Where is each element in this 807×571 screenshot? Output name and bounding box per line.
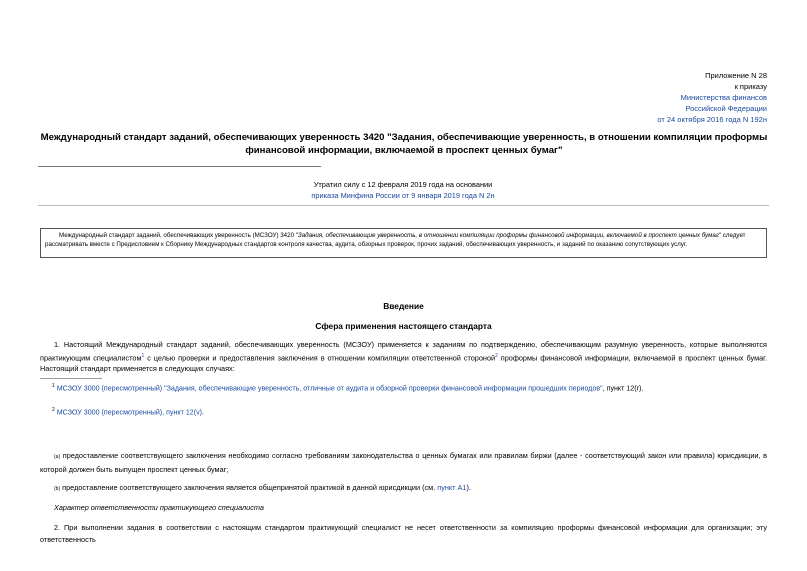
appendix-country-link[interactable]: Российской Федерации: [685, 104, 767, 113]
standard-note-box: [40, 228, 767, 258]
appendix-date-link[interactable]: от 24 октября 2016 года N 192н: [657, 115, 767, 124]
list-item-b: [40, 482, 767, 496]
note-italic: Задания, обеспечивающие уверенность, в отношении компиляции проформы финансовой информации, включаемой в проспект ценных бумаг: [297, 232, 719, 239]
list-item-b-tail: ).: [466, 483, 471, 492]
footnote-ref-2[interactable]: 2: [495, 352, 498, 359]
standard-note: [45, 231, 763, 249]
appendix-to-order: к приказу: [734, 82, 767, 91]
footnote-2-mark: 2: [52, 407, 55, 413]
point-a1-link[interactable]: пункт А1: [437, 483, 467, 492]
footnote-1-mark: 1: [52, 383, 55, 389]
footnote-1: [52, 383, 643, 392]
footnote-2-link[interactable]: МСЗОУ 3000 (пересмотренный), пункт 12(v): [56, 408, 202, 417]
list-item-a-text: предоставление соответствующего заключения необходимо согласно требованиям законодательства о ценных бумагах или правилам биржи (далее - соответствующий закон или правила) юрисдикции, в которой должен быть выпущен проспект ценных бумаг;: [40, 451, 767, 474]
appendix-ministry-link[interactable]: Министерства финансов: [680, 93, 767, 102]
list-item-a: [40, 450, 767, 475]
list-item-a-marker: (a): [54, 454, 61, 460]
appendix-number: Приложение N 28: [705, 71, 767, 80]
footnote-1-link[interactable]: МСЗОУ 3000 (пересмотренный) "Задания, обеспечивающие уверенность, отличные от аудита и обзорной проверки финансовой информации прошедших периодов": [56, 384, 603, 393]
document-title: Международный стандарт заданий, обеспечивающих уверенность 3420 "Задания, обеспечивающие уверенность, в отношении компиляции проформы финансовой информации, включаемой в проспект ценных бумаг": [40, 132, 768, 156]
expired-order-link[interactable]: приказа Минфина России от 9 января 2019 года N 2н: [311, 191, 495, 200]
expired-text: Утратил силу с 12 февраля 2019 года на основании: [313, 180, 493, 189]
footnote-1-tail: , пункт 12(r).: [602, 384, 644, 393]
footnote-2-tail: .: [201, 408, 204, 417]
list-item-b-marker: (b): [54, 486, 61, 492]
footnote-2: [52, 407, 204, 416]
title-divider: [38, 166, 321, 167]
para1-part2: с целью проверки и предоставления заключения в отношении компиляции ответственной стороной: [144, 352, 496, 362]
section-divider: [38, 205, 769, 206]
list-item-b-text: предоставление соответствующего заключения является общепринятой практикой в данной юрисдикции (см.: [62, 483, 438, 492]
subheading-practitioner: Характер ответственности практикующего специалиста: [54, 503, 264, 512]
footnote-ref-1[interactable]: 1: [141, 352, 145, 359]
expired-notice: [300, 179, 506, 201]
paragraph-2: 2. При выполнении задания в соответствии с настоящим стандартом практикующий специалист не несет ответственности за компиляцию проформы финансовой информации для организации; эту ответственность: [40, 523, 767, 544]
note-tail: " следует рассматривать вместе с Предисловием к Сборнику Международных стандартов контроля качества, аудита, обзорных проверок, прочих заданий, обеспечивающих уверенность, и заданий по оказанию сопутствующих услуг.: [45, 232, 746, 248]
para1-part1: 1. Настоящий Международный стандарт заданий, обеспечивающих уверенность (МСЗОУ) применяется к заданиям по подтверждению, обеспечивающим разумную уверенность, которые выполняются практикующим специалистом: [40, 340, 767, 362]
paragraph-1: [40, 339, 767, 375]
para1-part3: проформы финансовой информации, включаемой в проспект ценных бумаг. Настоящий стандарт применяется в следующих случаях:: [40, 352, 767, 374]
heading-introduction: Введение: [383, 301, 424, 311]
heading-scope: Сфера применения настоящего стандарта: [315, 321, 492, 331]
footnote-divider: [40, 378, 102, 379]
note-lead: Международный стандарт заданий, обеспечивающих уверенность (МСЗОУ) 3420 ": [59, 232, 298, 239]
appendix-block: [657, 70, 767, 125]
